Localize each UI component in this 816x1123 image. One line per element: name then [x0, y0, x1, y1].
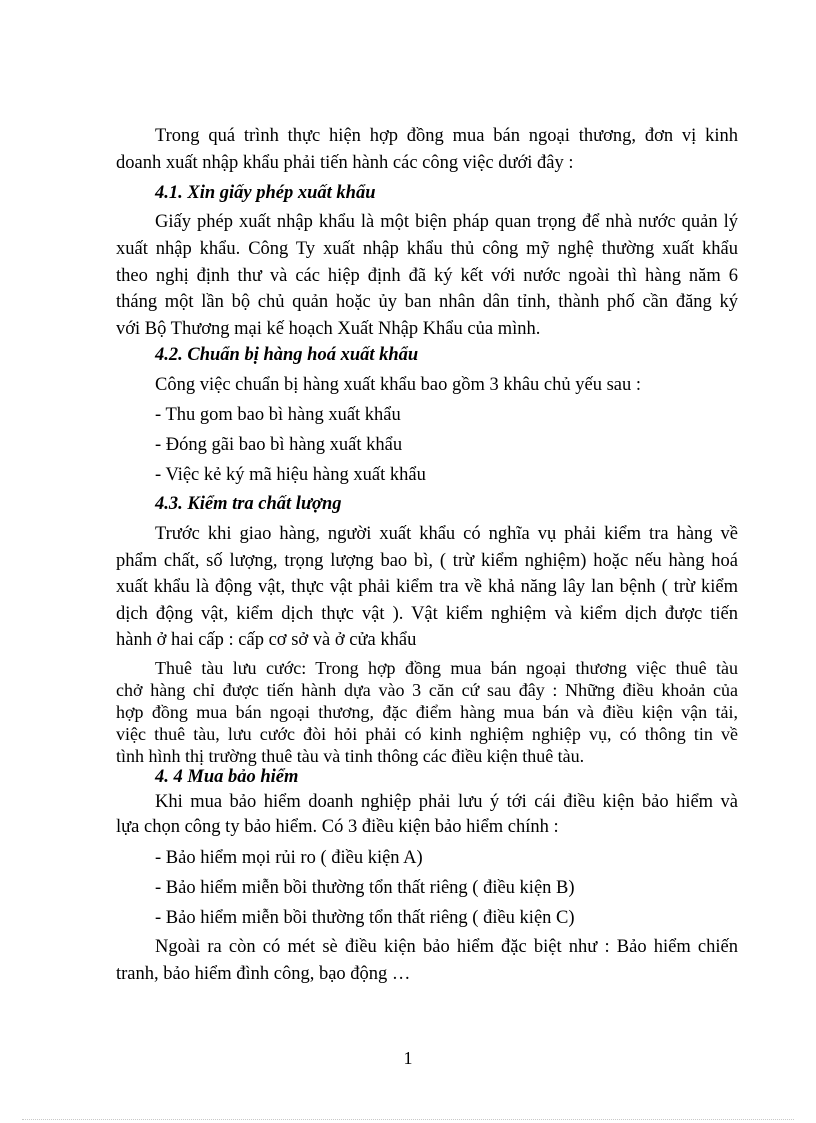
section-4-3-line-1: Trước khi giao hàng, người xuất khẩu có nghĩa vụ phải kiểm tra hàng về: [155, 524, 738, 544]
section-4-2-intro: Công việc chuẩn bị hàng xuất khẩu bao gồm 3 khâu chủ yếu sau :: [155, 375, 642, 395]
section-4-4-item-2: - Bảo hiểm miễn bồi thường tổn thất riêng ( điều kiện B): [155, 878, 575, 898]
section-4-3-line-3: xuất khẩu là động vật, thực vật phải kiểm tra về khả năng lây lan bệnh ( trừ kiểm: [116, 577, 738, 597]
section-heading-4-2: 4.2. Chuẩn bị hàng hoá xuất khẩu: [155, 345, 419, 365]
closing-line-1: Ngoài ra còn có mét sè điều kiện bảo hiểm đặc biệt như : Bảo hiểm chiến: [155, 937, 738, 957]
section-4-3-line-5: hành ở hai cấp : cấp cơ sở và ở cửa khẩu: [116, 630, 417, 650]
section-4-4-line-1: Khi mua bảo hiểm doanh nghiệp phải lưu ý tới cái điều kiện bảo hiểm và: [155, 792, 738, 812]
section-heading-4-4: 4. 4 Mua bảo hiểm: [155, 767, 299, 787]
section-4-4-line-2: lựa chọn công ty bảo hiểm. Có 3 điều kiện bảo hiểm chính :: [116, 817, 559, 837]
page-number: 1: [403, 1048, 413, 1068]
intro-line-2: doanh xuất nhập khẩu phải tiến hành các công việc dưới đây :: [116, 153, 574, 173]
section-4-2-item-2: - Đóng gãi bao bì hàng xuất khẩu: [155, 435, 403, 455]
section-4-3-line-2: phẩm chất, số lượng, trọng lượng bao bì, ( trừ kiểm nghiệm) hoặc nếu hàng hoá: [116, 551, 738, 571]
section-4-2-item-3: - Việc kẻ ký mã hiệu hàng xuất khẩu: [155, 465, 426, 485]
section-heading-4-1: 4.1. Xin giấy phép xuất khẩu: [155, 183, 376, 203]
section-4-1-line-1: Giấy phép xuất nhập khẩu là một biện pháp quan trọng để nhà nước quản lý: [155, 212, 738, 232]
section-4-1-line-2: xuất nhập khẩu. Công Ty xuất nhập khẩu thủ công mỹ nghệ thường xuất khẩu: [116, 239, 738, 259]
section-heading-4-3: 4.3. Kiểm tra chất lượng: [155, 494, 342, 514]
intro-line-1: Trong quá trình thực hiện hợp đồng mua bán ngoại thương, đơn vị kinh: [155, 126, 738, 146]
section-4-3-line-4: dịch động vật, kiểm dịch thực vật ). Vật kiểm nghiệm và kiểm dịch được tiến: [116, 604, 738, 624]
page-bottom-rule: [22, 1119, 794, 1120]
charter-note-line-1: Thuê tàu lưu cước: Trong hợp đồng mua bán ngoại thương việc thuê tàu: [155, 658, 738, 678]
closing-line-2: tranh, bảo hiểm đình công, bạo động …: [116, 964, 411, 984]
section-4-1-line-3: theo nghị định thư và các hiệp định đã ký kết với nước ngoài thì hàng năm 6: [116, 266, 738, 286]
charter-note-line-3: hợp đồng mua bán ngoại thương, đặc điểm hàng mua bán và điều kiện vận tải,: [116, 702, 738, 722]
section-4-4-item-3: - Bảo hiểm miễn bồi thường tổn thất riêng ( điều kiện C): [155, 908, 575, 928]
charter-note-line-4: việc thuê tàu, lưu cước đòi hỏi phải có kinh nghiệm nghiệp vụ, có thông tin về: [116, 724, 738, 744]
section-4-1-line-5: với Bộ Thương mại kế hoạch Xuất Nhập Khẩu của mình.: [116, 319, 541, 339]
charter-note-line-2: chở hàng chỉ được tiến hành dựa vào 3 căn cứ sau đây : Những điều khoản của: [116, 680, 738, 700]
charter-note-line-5: tình hình thị trường thuê tàu và tinh thông các điều kiện thuê tàu.: [116, 746, 585, 766]
section-4-1-line-4: tháng một lần bộ chủ quản hoặc ủy ban nhân dân tỉnh, thành phố cần đăng ký: [116, 292, 738, 312]
section-4-2-item-1: - Thu gom bao bì hàng xuất khẩu: [155, 405, 401, 425]
section-4-4-item-1: - Bảo hiểm mọi rủi ro ( điều kiện A): [155, 848, 423, 868]
